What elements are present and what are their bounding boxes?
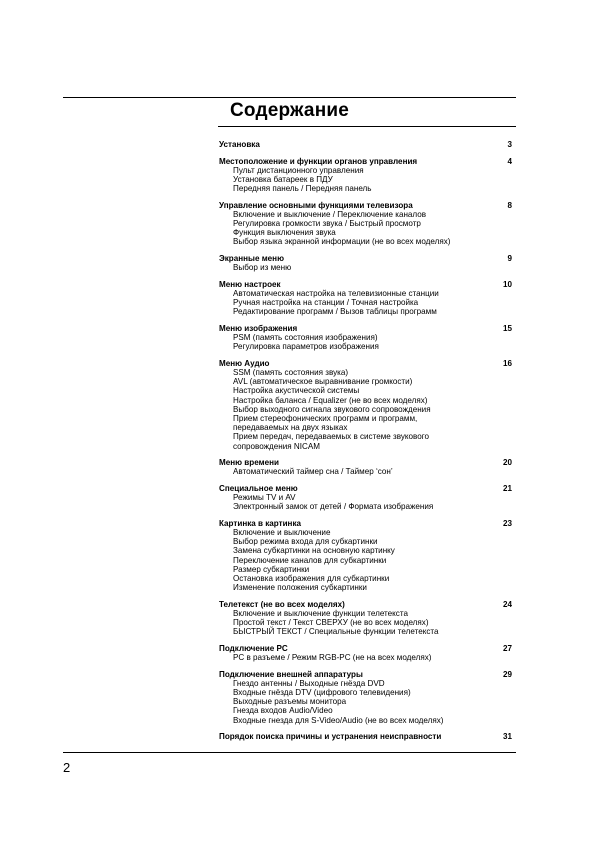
toc-section [219,484,515,512]
toc-subitem[interactable]: Изменение положения субкартинки [233,583,367,593]
toc-section [219,458,515,476]
page-title: Содержание [229,100,350,121]
toc-subitem[interactable]: Прием передач, передаваемых в системе звукового [233,432,430,442]
toc-subitem[interactable]: Замена субкартинки на основную картинку [233,546,395,556]
toc-heading-row[interactable] [219,519,515,528]
toc-subitem[interactable]: SSM (память состояния звука) [233,368,349,378]
toc-heading: Управление основными функциями телевизора [219,200,413,210]
toc-subitem[interactable]: Гнезда входов Audio/Video [233,706,333,716]
toc-heading: Специальное меню [219,483,298,493]
toc-heading: Подключение внешней аппаратуры [219,669,363,679]
toc-page-number: 31 [502,732,512,742]
toc-subitem[interactable]: Настройка баланса / Equalizer (не во всех моделях) [233,395,428,405]
toc-page-number: 16 [502,358,512,368]
toc-page-number: 27 [502,643,512,653]
toc-page-number: 23 [502,518,512,528]
toc-heading-row[interactable] [219,600,515,609]
toc-heading: Меню настроек [219,279,281,289]
toc-section [219,324,515,352]
toc-subitem[interactable]: передаваемых на двух языках [233,423,348,433]
toc-subitem[interactable]: Выбор из меню [233,263,292,273]
toc-subitem[interactable]: AVL (автоматическое выравнивание громкости) [233,377,413,387]
toc-section [219,644,515,662]
toc-page-number: 15 [502,323,512,333]
toc-page-number: 8 [507,200,512,210]
toc-heading: Подключение PC [219,643,288,653]
toc-subitem[interactable]: сопровождения NICAM [233,441,320,451]
toc-subitem[interactable]: Входные гнёзда DTV (цифрового телевидения) [233,688,411,698]
toc-section [219,157,515,194]
toc-subitem[interactable]: Включение и выключение / Переключение каналов [233,209,427,219]
toc-heading: Телетекст (не во всех моделях) [219,599,345,609]
toc-heading-row[interactable] [219,644,515,653]
toc-page-number: 10 [502,279,512,289]
toc-subitem[interactable]: Электронный замок от детей / Формата изображения [233,502,434,512]
toc-subitem[interactable]: Автоматический таймер сна / Таймер ‘сон’ [233,467,393,477]
toc-heading-row[interactable] [219,201,515,210]
toc-subitem[interactable]: Передняя панель / Передняя панель [233,184,372,194]
toc-heading-row[interactable] [219,254,515,263]
toc-subitem[interactable]: Прием стереофонических программ и программ, [233,414,418,424]
toc-heading-row[interactable] [219,157,515,166]
toc-section [219,254,515,272]
toc-subitem[interactable]: Настройка акустической системы [233,386,360,396]
toc-section [219,359,515,451]
toc-subitem[interactable]: Включение и выключение функции телетекста [233,608,408,618]
toc-subitem[interactable]: Регулировка параметров изображения [233,342,379,352]
toc-subitem[interactable]: Включение и выключение [233,528,331,538]
toc-subitem[interactable]: Выбор языка экранной информации (не во всех моделях) [233,237,451,247]
page-number: 2 [63,760,71,775]
toc-section [219,670,515,725]
toc-heading: Меню времени [219,458,279,468]
toc-subitem[interactable]: PC в разъеме / Режим RGB-PC (не на всех моделях) [233,653,432,663]
toc-heading: Меню Аудио [219,358,270,368]
toc-heading-row[interactable] [219,140,515,149]
toc-section [219,732,515,741]
toc-subitem[interactable]: БЫСТРЫЙ ТЕКСТ / Специальные функции телетекста [233,627,439,637]
toc-page-number: 29 [502,669,512,679]
toc-section [219,600,515,637]
bottom-rule [63,752,516,753]
toc-heading-row[interactable] [219,359,515,368]
toc-heading-row[interactable] [219,484,515,493]
toc-subitem[interactable]: Размер субкартинки [233,564,310,574]
toc-subitem[interactable]: Остановка изображения для субкартинки [233,574,390,584]
toc-page-number: 20 [502,458,512,468]
toc-heading: Меню изображения [219,323,298,333]
toc-subitem[interactable]: Выбор выходного сигнала звукового сопровождения [233,404,431,414]
toc-subitem[interactable]: Переключение каналов для субкартинки [233,555,387,565]
toc-heading: Экранные меню [219,254,284,264]
toc-subitem[interactable]: Выходные разъемы монитора [233,697,347,707]
toc-subitem[interactable]: Режимы TV и AV [233,493,296,503]
toc-page-number: 9 [507,254,512,264]
toc-section [219,519,515,593]
toc-subitem[interactable]: PSM (память состояния изображения) [233,333,378,343]
toc-section [219,140,515,149]
toc-subitem[interactable]: Пульт дистанционного управления [233,165,364,175]
toc-heading: Установка [219,140,260,149]
toc-section [219,280,515,317]
toc-subitem[interactable]: Простой текст / Текст СВЕРХУ (не во всех моделях) [233,618,429,628]
table-of-contents [219,140,515,749]
toc-section [219,201,515,247]
toc-heading: Картинка в картинка [219,518,302,528]
toc-subitem[interactable]: Автоматическая настройка на телевизионные станции [233,289,439,298]
toc-heading-row[interactable] [219,324,515,333]
title-underline [218,126,516,127]
toc-heading-row[interactable] [219,458,515,467]
toc-heading: Порядок поиска причины и устранения неисправности [219,732,442,742]
toc-page-number: 4 [507,156,512,166]
toc-subitem[interactable]: Гнездо антенны / Выходные гнёзда DVD [233,678,385,688]
toc-subitem[interactable]: Выбор режима входа для субкартинки [233,537,378,547]
toc-subitem[interactable]: Редактирование программ / Вызов таблицы программ [233,307,437,317]
toc-subitem[interactable]: Входные гнезда для S-Video/Audio (не во всех моделях) [233,715,444,725]
toc-heading-row[interactable] [219,670,515,679]
toc-page-number: 21 [502,483,512,493]
toc-heading-row[interactable] [219,732,515,741]
toc-subitem[interactable]: Регулировка громкости звука / Быстрый просмотр [233,219,421,229]
toc-subitem[interactable]: Установка батареек в ПДУ [233,174,333,184]
toc-page-number: 3 [507,140,512,149]
toc-heading-row[interactable] [219,280,515,289]
toc-page-number: 24 [502,599,512,609]
toc-heading: Местоположение и функции органов управления [219,156,418,166]
toc-subitem[interactable]: Ручная настройка на станции / Точная настройка [233,298,419,308]
toc-subitem[interactable]: Функция выключения звука [233,228,336,238]
